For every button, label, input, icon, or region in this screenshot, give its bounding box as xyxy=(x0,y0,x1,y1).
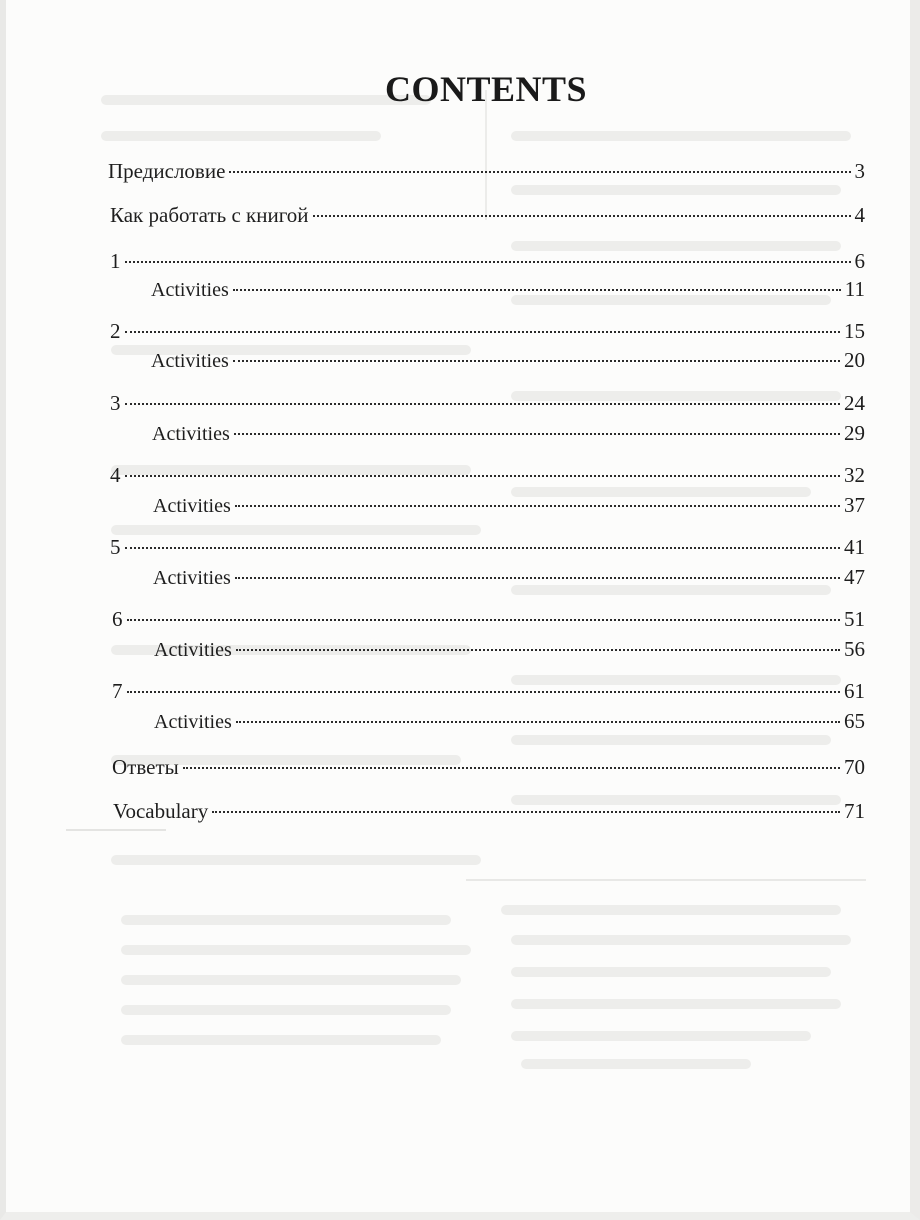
dot-leader xyxy=(125,261,851,263)
toc-entry-unit-5-activities xyxy=(153,564,865,591)
toc-entry-unit-2 xyxy=(110,318,865,344)
toc-entry-unit-4-activities xyxy=(153,492,865,519)
toc-entry-page: 61 xyxy=(844,679,865,703)
dot-leader xyxy=(125,403,841,405)
toc-entry-preface xyxy=(108,158,865,184)
toc-entry-page: 20 xyxy=(844,348,865,372)
toc-entry-label: Vocabulary xyxy=(113,799,209,823)
dot-leader xyxy=(229,171,850,173)
toc-entry-label: 3 xyxy=(110,391,121,415)
toc-entry-label: Activities xyxy=(154,639,232,661)
toc-entry-unit-7-activities xyxy=(154,708,865,735)
toc-entry-page: 4 xyxy=(854,203,865,227)
dot-leader xyxy=(125,331,841,333)
dot-leader xyxy=(127,619,841,621)
toc-entry-page: 47 xyxy=(844,565,865,589)
dot-leader xyxy=(233,360,840,362)
toc-entry-page: 24 xyxy=(844,391,865,415)
toc-entry-page: 3 xyxy=(854,159,865,183)
toc-entry-page: 29 xyxy=(844,421,865,445)
toc-entry-unit-7 xyxy=(112,678,865,704)
toc-entry-label: Activities xyxy=(151,279,229,301)
dot-leader xyxy=(183,767,840,769)
toc-entry-page: 6 xyxy=(854,249,865,273)
toc-entry-page: 51 xyxy=(844,607,865,631)
dot-leader xyxy=(235,577,840,579)
dot-leader xyxy=(235,505,840,507)
toc-entry-label: Activities xyxy=(153,567,231,589)
toc-entry-page: 71 xyxy=(844,799,865,823)
toc-entry-unit-3-activities xyxy=(152,420,865,447)
toc-entry-unit-3 xyxy=(110,390,865,416)
toc-entry-page: 56 xyxy=(844,637,865,661)
toc-entry-label: 6 xyxy=(112,607,123,631)
toc-entry-page: 15 xyxy=(844,319,865,343)
toc-entry-label: Ответы xyxy=(112,755,179,779)
dot-leader xyxy=(313,215,851,217)
toc-entry-page: 65 xyxy=(844,709,865,733)
toc-entry-label: 5 xyxy=(110,535,121,559)
toc-entry-unit-6 xyxy=(112,606,865,632)
dot-leader xyxy=(236,721,840,723)
toc-entry-label: Activities xyxy=(152,423,230,445)
toc-entry-label: Как работать с книгой xyxy=(110,203,309,227)
page-title: CONTENTS xyxy=(384,69,588,109)
toc-entry-label: 7 xyxy=(112,679,123,703)
toc-entry-page: 32 xyxy=(844,463,865,487)
toc-entry-label: 1 xyxy=(110,249,121,273)
toc-entry-unit-6-activities xyxy=(154,636,865,663)
toc-entry-page: 11 xyxy=(844,277,865,301)
dot-leader xyxy=(125,475,841,477)
toc-entry-unit-1-activities xyxy=(151,276,865,303)
toc-entry-label: Activities xyxy=(151,350,229,372)
table-of-contents xyxy=(6,0,920,1220)
dot-leader xyxy=(233,289,841,291)
toc-entry-how-to-use xyxy=(110,202,865,228)
toc-entry-label: 2 xyxy=(110,319,121,343)
toc-entry-page: 41 xyxy=(844,535,865,559)
toc-entry-vocabulary xyxy=(113,798,865,824)
dot-leader xyxy=(125,547,841,549)
dot-leader xyxy=(236,649,840,651)
toc-entry-label: Предисловие xyxy=(108,159,226,183)
toc-entry-unit-5 xyxy=(110,534,865,560)
toc-entry-unit-2-activities xyxy=(151,347,865,374)
toc-entry-label: 4 xyxy=(110,463,121,487)
toc-entry-label: Activities xyxy=(154,711,232,733)
toc-entry-page: 70 xyxy=(844,755,865,779)
dot-leader xyxy=(234,433,840,435)
toc-entry-page: 37 xyxy=(844,493,865,517)
toc-entry-answers xyxy=(112,754,865,780)
toc-entry-label: Activities xyxy=(153,495,231,517)
dot-leader xyxy=(212,811,840,813)
toc-entry-unit-1 xyxy=(110,248,865,274)
dot-leader xyxy=(127,691,841,693)
toc-entry-unit-4 xyxy=(110,462,865,488)
